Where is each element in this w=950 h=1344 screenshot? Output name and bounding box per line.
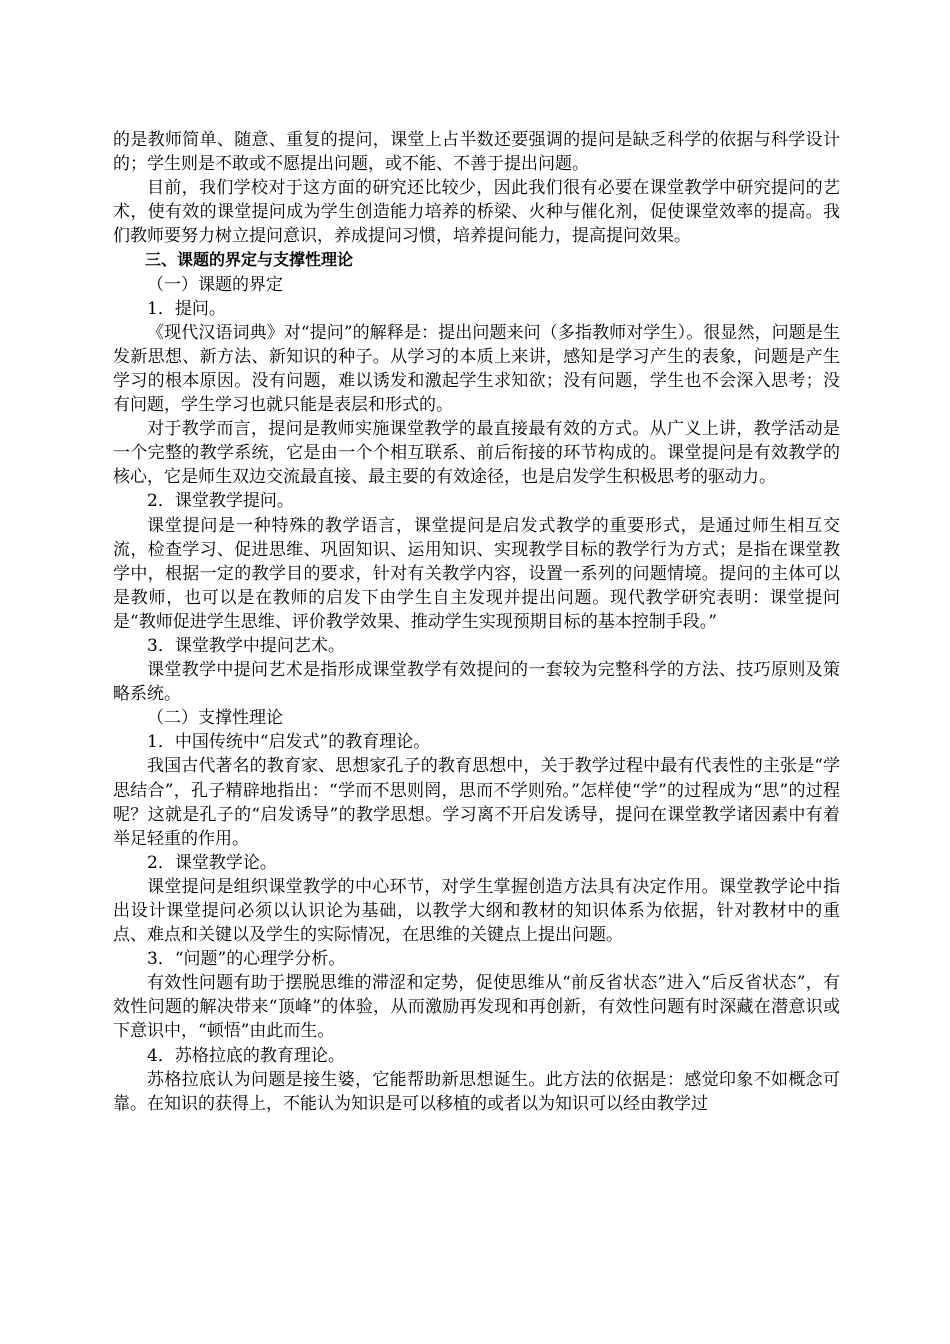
paragraph-classroom-questioning: 课堂提问是一种特殊的教学语言，课堂提问是启发式教学的重要形式，是通过师生相互交流，检查学习、促进思维、巩固知识、运用知识、实现教学目标的教学行为方式；是指在课堂教学中，根据一定的教学目的要求，针对有关教学内容，设置一系列的问题情境。提问的主体可以是教师，也可以是在教师的启发下由学生自主发现并提出问题。现代教学研究表明：课堂提问是“教师促进学生思维、评价教学效果、推动学生实现预期目标的基本控制手段。” xyxy=(113,515,840,632)
item-1-heuristic-theory: 1．中国传统中“启发式”的教育理论。 xyxy=(147,732,431,753)
paragraph-socrates: 苏格拉底认为问题是接生婆，它能帮助新思想诞生。此方法的依据是：感觉印象不如概念可靠。在知识的获得上，不能认为知识是可以移植的或者以为知识可以经由教学过 xyxy=(113,1069,840,1114)
paragraph-teaching-theory: 课堂提问是组织课堂教学的中心环节，对学生掌握创造方法具有决定作用。课堂教学论中指出设计课堂提问必须以认识论为基础，以教学大纲和教材的知识体系为依据，针对教材中的重点、难点和关键以及学生的实际情况，在思维的关键点上提出问题。 xyxy=(113,876,840,946)
item-3-psychology: 3．“问题”的心理学分析。 xyxy=(147,949,346,970)
paragraph-dictionary-definition: 《现代汉语词典》对“提问”的解释是：提出问题来问（多指教师对学生）。很显然，问题是生发新思想、新方法、新知识的种子。从学习的本质上来讲，感知是学习产生的表象，问题是产生学习的根本原因。没有问题，难以诱发和激起学生求知欲；没有问题，学生也不会深入思考；没有问题，学生学习也就只能是表层和形式的。 xyxy=(113,322,840,416)
paragraph-continuation: 的是教师简单、随意、重复的提问，课堂上占半数还要强调的提问是缺乏科学的依据与科学设计的；学生则是不敢或不愿提出问题，或不能、不善于提出问题。 xyxy=(113,130,840,175)
paragraph-teaching-method: 对于教学而言，提问是教师实施课堂教学的最直接最有效的方式。从广义上讲，教学活动是一个完整的教学系统，它是由一个个相互联系、前后衔接的环节构成的。课堂提问是有效教学的核心，它是师生双边交流最直接、最主要的有效途径，也是启发学生积极思考的驱动力。 xyxy=(113,419,840,488)
paragraph-psychology: 有效性问题有助于摆脱思维的滞涩和定势，促使思维从“前反省状态”进入“后反省状态”，有效性问题的解决带来“顶峰”的体验，从而激励再发现和再创新，有效性问题有时深藏在潜意识或下意识中，“顿悟”由此而生。 xyxy=(113,973,840,1042)
subsection-definition: （一）课题的界定 xyxy=(147,274,283,295)
section-heading-3: 三、课题的界定与支撑性理论 xyxy=(145,250,354,270)
document-page xyxy=(113,128,840,1116)
item-1-questioning: 1．提问。 xyxy=(147,298,226,319)
paragraph-research-status: 目前，我们学校对于这方面的研究还比较少，因此我们很有必要在课堂教学中研究提问的艺术，使有效的课堂提问成为学生创造能力培养的桥梁、火种与催化剂，促使课堂效率的提高。我们教师要努力树立提问意识，养成提问习惯，培养提问能力，提高提问效果。 xyxy=(113,178,840,247)
item-2-classroom-questioning: 2．课堂教学提问。 xyxy=(147,491,294,512)
paragraph-confucius: 我国古代著名的教育家、思想家孔子的教育思想中，关于教学过程中最有代表性的主张是“学思结合”，孔子精辟地指出：“学而不思则罔，思而不学则殆。”怎样使“学”的过程成为“思”的过程呢？这就是孔子的“启发诱导”的教学思想。学习离不开启发诱导，提问在课堂教学诸因素中有着举足轻重的作用。 xyxy=(113,756,840,849)
item-2-teaching-theory: 2．课堂教学论。 xyxy=(147,852,277,873)
item-4-socrates: 4．苏格拉底的教育理论。 xyxy=(147,1045,345,1066)
paragraph-questioning-art: 课堂教学中提问艺术是指形成课堂教学有效提问的一套较为完整科学的方法、技巧原则及策略系统。 xyxy=(113,660,840,705)
item-3-questioning-art: 3．课堂教学中提问艺术。 xyxy=(147,635,345,656)
subsection-theory: （二）支撑性理论 xyxy=(147,708,283,729)
